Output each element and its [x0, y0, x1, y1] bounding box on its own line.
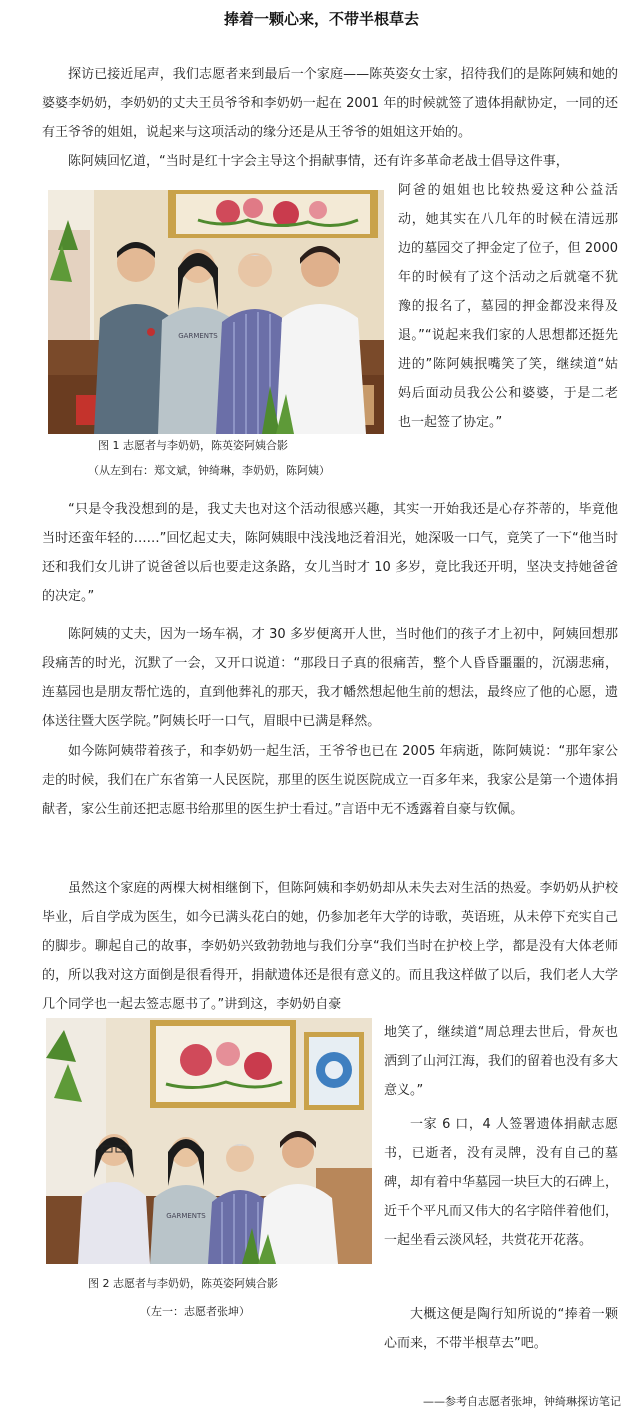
paragraph-grandfather: 如今陈阿姨带着孩子，和李奶奶一起生活，王爷爷也已在 2005 年病逝，陈阿姨说：“那年家公走的时候，我们在广东省第一人民医院，那里的医生说医院成立一百多年来，我家公是第一个遗体捐献者，家公生前还把志愿书给那里的医生护士看过。”言语中无不透露着自豪与钦佩。 [42, 744, 618, 817]
figure-1-subcaption: （从左到右：郑文斌，钟绮琳，李奶奶，陈阿姨） [88, 464, 330, 477]
paragraph-intro: 探访已接近尾声，我们志愿者来到最后一个家庭——陈英姿女士家，招待我们的是陈阿姨和她的婆婆李奶奶，李奶奶的丈夫王员爷爷和李奶奶一起在 2001 年的时候就签了遗体捐献协定，一同的还有王爷爷的姐姐，说起来与这项活动的缘分还是从王爷爷的姐姐这开始的。 [42, 67, 618, 140]
source-credit: ——参考自志愿者张坤，钟绮琳探访笔记 [423, 1395, 621, 1408]
paragraph-grandmother-continued: 地笑了，继续道“周总理去世后，骨灰也洒到了山河江海，我们的留着也没有多大意义。” [384, 1025, 618, 1098]
article-title: 捧着一颗心来，不带半根草去 [223, 10, 419, 28]
figure-1-caption: 图 1 志愿者与李奶奶，陈英姿阿姨合影 [98, 439, 288, 452]
paragraph-recall-start: 陈阿姨回忆道，“当时是红十字会主导这个捐献事情，还有许多革命老战士倡导这件事， [68, 154, 569, 169]
paragraph-closing-quote: 大概这便是陶行知所说的“捧着一颗心而来，不带半根草去”吧。 [384, 1307, 618, 1351]
photo-figure-2 [46, 1018, 372, 1264]
photo-figure-1 [48, 190, 384, 434]
shirt-text-figure-1: GARMENTS [178, 332, 218, 340]
paragraph-family-pledge: 一家 6 口，4 人签署遗体捐献志愿书，已逝者，没有灵牌，没有自己的墓碑，却有着中华墓园一块巨大的石碑上，近千个平凡而又伟大的名字陪伴着他们，一起坐看云淡风轻，共赏花开花落。 [384, 1117, 618, 1248]
paragraph-recall-continued: 阿爸的姐姐也比较热爱这种公益活动，她其实在八几年的时候在清远那边的墓园交了押金定了位子，但 2000 年的时候有了这个活动之后就毫不犹豫的报名了，墓园的押金都没来得及退。”“说起来我们家的人思想都还挺先进的”陈阿姨抿嘴笑了笑，继续道“姑妈后面动员我公公和婆婆，于是二老也一起签了协定。” [398, 183, 618, 430]
paragraph-husband-memory: “只是令我没想到的是，我丈夫也对这个活动很感兴趣，其实一开始我还是心存芥蒂的，毕竟他当时还蛮年轻的……”回忆起丈夫，陈阿姨眼中浅浅地泛着泪光，她深吸一口气，竟笑了一下“他当时还和我们女儿讲了说爸爸以后也要走这条路，女儿当时才 10 多岁，竟比我还开明，坚决支持她爸爸的决定。” [42, 502, 618, 604]
figure-2-subcaption: （左一：志愿者张坤） [140, 1305, 250, 1318]
figure-2-caption: 图 2 志愿者与李奶奶，陈英姿阿姨合影 [88, 1277, 278, 1290]
paragraph-accident: 陈阿姨的丈夫，因为一场车祸，才 30 多岁便离开人世，当时他们的孩子才上初中，阿姨回想那段痛苦的时光，沉默了一会，又开口说道：“那段日子真的很痛苦，整个人昏昏噩噩的，沉溺悲痛，连墓园也是朋友帮忙选的，直到他葬礼的那天，我才幡然想起他生前的想法，最终应了他的心愿，遗体送往暨大医学院。”阿姨长吁一口气，眉眼中已满是释然。 [42, 627, 618, 729]
paragraph-grandmother: 虽然这个家庭的两棵大树相继倒下，但陈阿姨和李奶奶却从未失去对生活的热爱。李奶奶从护校毕业，后自学成为医生，如今已满头花白的她，仍参加老年大学的诗歌，英语班，从未停下充实自己的脚步。聊起自己的故事，李奶奶兴致勃勃地与我们分享“我们当时在护校上学，都是没有大体老师的，所以我对这方面倒是很看得开，捐献遗体还是很有意义的。而且我这样做了以后，我们老人大学几个同学也一起去签志愿书了。”讲到这，李奶奶自豪 [42, 881, 618, 1012]
shirt-text-figure-2: GARMENTS [166, 1212, 206, 1220]
